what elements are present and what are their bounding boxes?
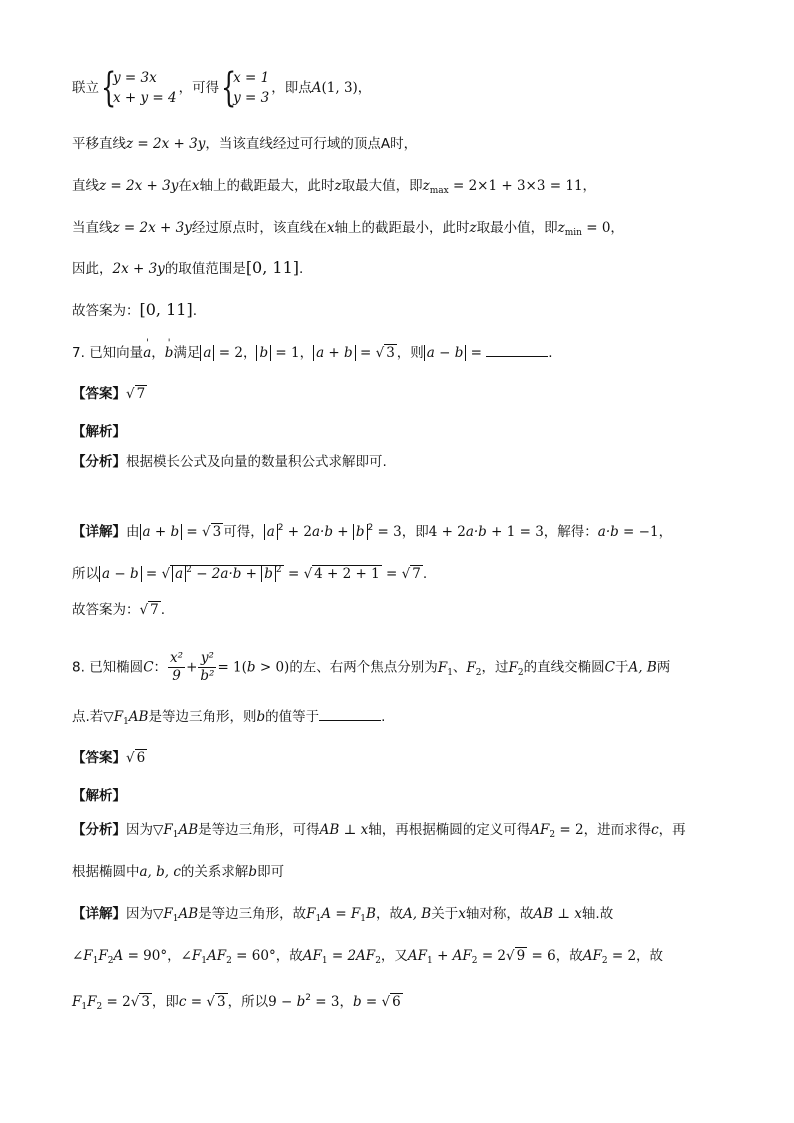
text: 取最大值，即 — [341, 178, 423, 194]
text: 轴对称，故 — [465, 906, 534, 922]
text: ，当该直线经过可行域的顶点A时， — [205, 136, 418, 152]
text: ，即 — [401, 524, 429, 540]
text: 轴.故 — [581, 906, 614, 922]
text: 即可 — [257, 864, 285, 880]
text: 因为 — [126, 906, 153, 922]
text: 可得， — [223, 524, 264, 540]
question-7-detail: 【详解】由 a + b = √ 3 可得， a $^2$ + 2a·b + b $^2$ = 3，即4 + 2a·b + 1 = 3，解得：a·b = −1， — [72, 523, 673, 540]
text: 由 — [126, 524, 140, 540]
text: 在 — [178, 178, 192, 194]
text: 因此， — [72, 261, 113, 277]
equation-system: { y = 3x x + y = 4 — [101, 65, 177, 111]
question-7-fenxi — [72, 452, 734, 472]
point-a: A — [311, 80, 322, 96]
question-8-detail-2: $\angle F_1F_2A = 90^\circ$，$\angle F_1AF_2 = 60^\circ$，故$AF_1 = 2AF_2$，又$AF_1 + AF_2 = 2√$ 9 = 6，故$AF_2 = 2$，故 — [72, 948, 664, 966]
question-7-final: 故答案为：√ 7 . — [72, 602, 165, 618]
text: ，故 — [636, 948, 664, 964]
question-number: 8. — [72, 659, 85, 676]
text: ，解得： — [543, 524, 598, 540]
analysis-tag: 【解析】 — [72, 788, 126, 804]
text: 的关系求解 — [180, 864, 249, 880]
line-range: 因此，2x + 3y的取值范围是[0, 11]. — [72, 258, 304, 277]
text: ，故 — [375, 906, 403, 922]
question-8-fenxi-2: 根据椭圆中a, b, c的关系求解b即可 — [72, 864, 285, 880]
text: ，再 — [658, 822, 686, 838]
question-8-detail-3: $F_1F_2 = 2√$ 3 ，即c = √ 3 ，所以$9 - b^2 = 3$，b = √ 6 — [72, 993, 401, 1012]
line-max: 直线z = 2x + 3y在x轴上的截距最大，此时z取最大值，即$z_{max} = 2\times 1 + 3\times 3 = 11$， — [72, 178, 597, 196]
line-system-solution: 联立 { y = 3x x + y = 4 ，可得 { x = 1 y = 3 ，即点A(1, 3)， — [72, 65, 372, 111]
text: ，又 — [380, 948, 408, 964]
text: 已知向量 — [89, 345, 144, 361]
question-7-answer: 【答案】√ 7 — [72, 386, 146, 402]
text: 根据椭圆中 — [72, 864, 140, 880]
fenxi-tag: 【分析】 — [72, 454, 126, 470]
text: 当直线 — [72, 220, 113, 236]
detail-tag: 【详解】 — [72, 906, 126, 922]
text: 故答案为： — [72, 602, 140, 618]
text: 的值等于 — [265, 709, 320, 725]
question-7-stem: 7. 已知向量' a，' b满足 a = 2， b = 1， a + b = √ 3 ，则 a − b = . — [72, 342, 734, 363]
text: 关于 — [431, 906, 459, 922]
line-min: 当直线z = 2x + 3y经过原点时，该直线在x轴上的截距最小，此时z取最小值，即$z_{min} = 0$， — [72, 220, 624, 238]
answer-blank[interactable] — [486, 342, 548, 357]
text: 直线 — [72, 178, 99, 194]
question-8-fenxi: 【分析】因为$▽F_1AB$是等边三角形，可得AB ⊥ x轴，再根据椭圆的定义可得$AF_2 = 2$，进而求得c，再 — [72, 822, 686, 840]
answer-tag: 【答案】 — [72, 386, 126, 402]
line-answer-q6: 故答案为：[0, 11]. — [72, 300, 197, 319]
text: ，所以 — [227, 994, 269, 1010]
text: 是等边三角形，则 — [148, 709, 257, 725]
text: 故答案为： — [72, 303, 140, 319]
text: ，故 — [275, 948, 303, 964]
text: 联立 — [72, 80, 99, 96]
text: 于 — [614, 659, 629, 676]
question-8-answer: 【答案】√ 6 — [72, 750, 146, 766]
text: ，即点 — [271, 80, 312, 96]
text: 是等边三角形，可得 — [198, 822, 320, 838]
analysis-tag: 【解析】 — [72, 424, 126, 440]
text: ，可得 — [178, 80, 220, 96]
line-translate: 平移直线z = 2x + 3y，当该直线经过可行域的顶点A时， — [72, 136, 418, 152]
solution-system: { x = 1 y = 3 — [221, 65, 270, 111]
question-8-detail: 【详解】因为$▽F_1AB$是等边三角形，故$F_1A = F_1B$，故A, B关于x轴对称，故AB ⊥ x轴.故 — [72, 906, 614, 924]
text: ， — [167, 948, 181, 964]
text: ，过 — [481, 659, 509, 676]
question-8-stem: 8. 已知椭圆C： $\frac{\text{x²}}{9}$ + $\frac{\text{y²}}{\text{b²}}$ = 1(b > 0)的左、右两个焦点分别为$F_1$、$F_2$，过$F_2$的直线交椭圆C于A, B两 — [72, 650, 671, 684]
question-7-analysis-tag — [72, 422, 734, 442]
text: 经过原点时，该直线在 — [191, 220, 327, 236]
text: 轴上的截距最小，此时 — [334, 220, 470, 236]
fenxi-tag: 【分析】 — [72, 822, 126, 838]
text: ，即 — [151, 994, 179, 1010]
text: 满足 — [173, 345, 201, 361]
text: 取最小值，即 — [476, 220, 558, 236]
text: 的左、右两个焦点分别为 — [289, 659, 438, 676]
question-7-suoyi: 所以 a − b = √ a $^2$ − 2a·b + b $^2$ = √ 4 + 2 + 1 = √ 7 . — [72, 565, 428, 582]
text: ，则 — [396, 345, 424, 361]
text: ，进而求得 — [583, 822, 652, 838]
text: 已知椭圆 — [89, 659, 144, 676]
text: 点.若 — [72, 709, 104, 725]
text: 的直线交椭圆 — [523, 659, 605, 676]
text: ，故 — [555, 948, 583, 964]
text: 根据模长公式及向量的数量积公式求解即可. — [126, 454, 387, 470]
text: 轴，再根据椭圆的定义可得 — [368, 822, 531, 838]
text: 所以 — [72, 566, 99, 582]
answer-tag: 【答案】 — [72, 750, 126, 766]
detail-tag: 【详解】 — [72, 524, 126, 540]
text: 是等边三角形，故 — [198, 906, 307, 922]
text: 因为 — [126, 822, 153, 838]
answer-blank[interactable] — [319, 706, 381, 721]
text: 的取值范围是 — [164, 261, 246, 277]
question-8-analysis-tag — [72, 786, 734, 806]
text: 轴上的截距最大，此时 — [199, 178, 335, 194]
text: 两 — [656, 659, 671, 676]
question-number: 7. — [72, 345, 85, 361]
question-8-stem-2: 点.若$▽F_1AB$是等边三角形，则b的值等于 . — [72, 706, 734, 732]
text: 平移直线 — [72, 136, 126, 152]
